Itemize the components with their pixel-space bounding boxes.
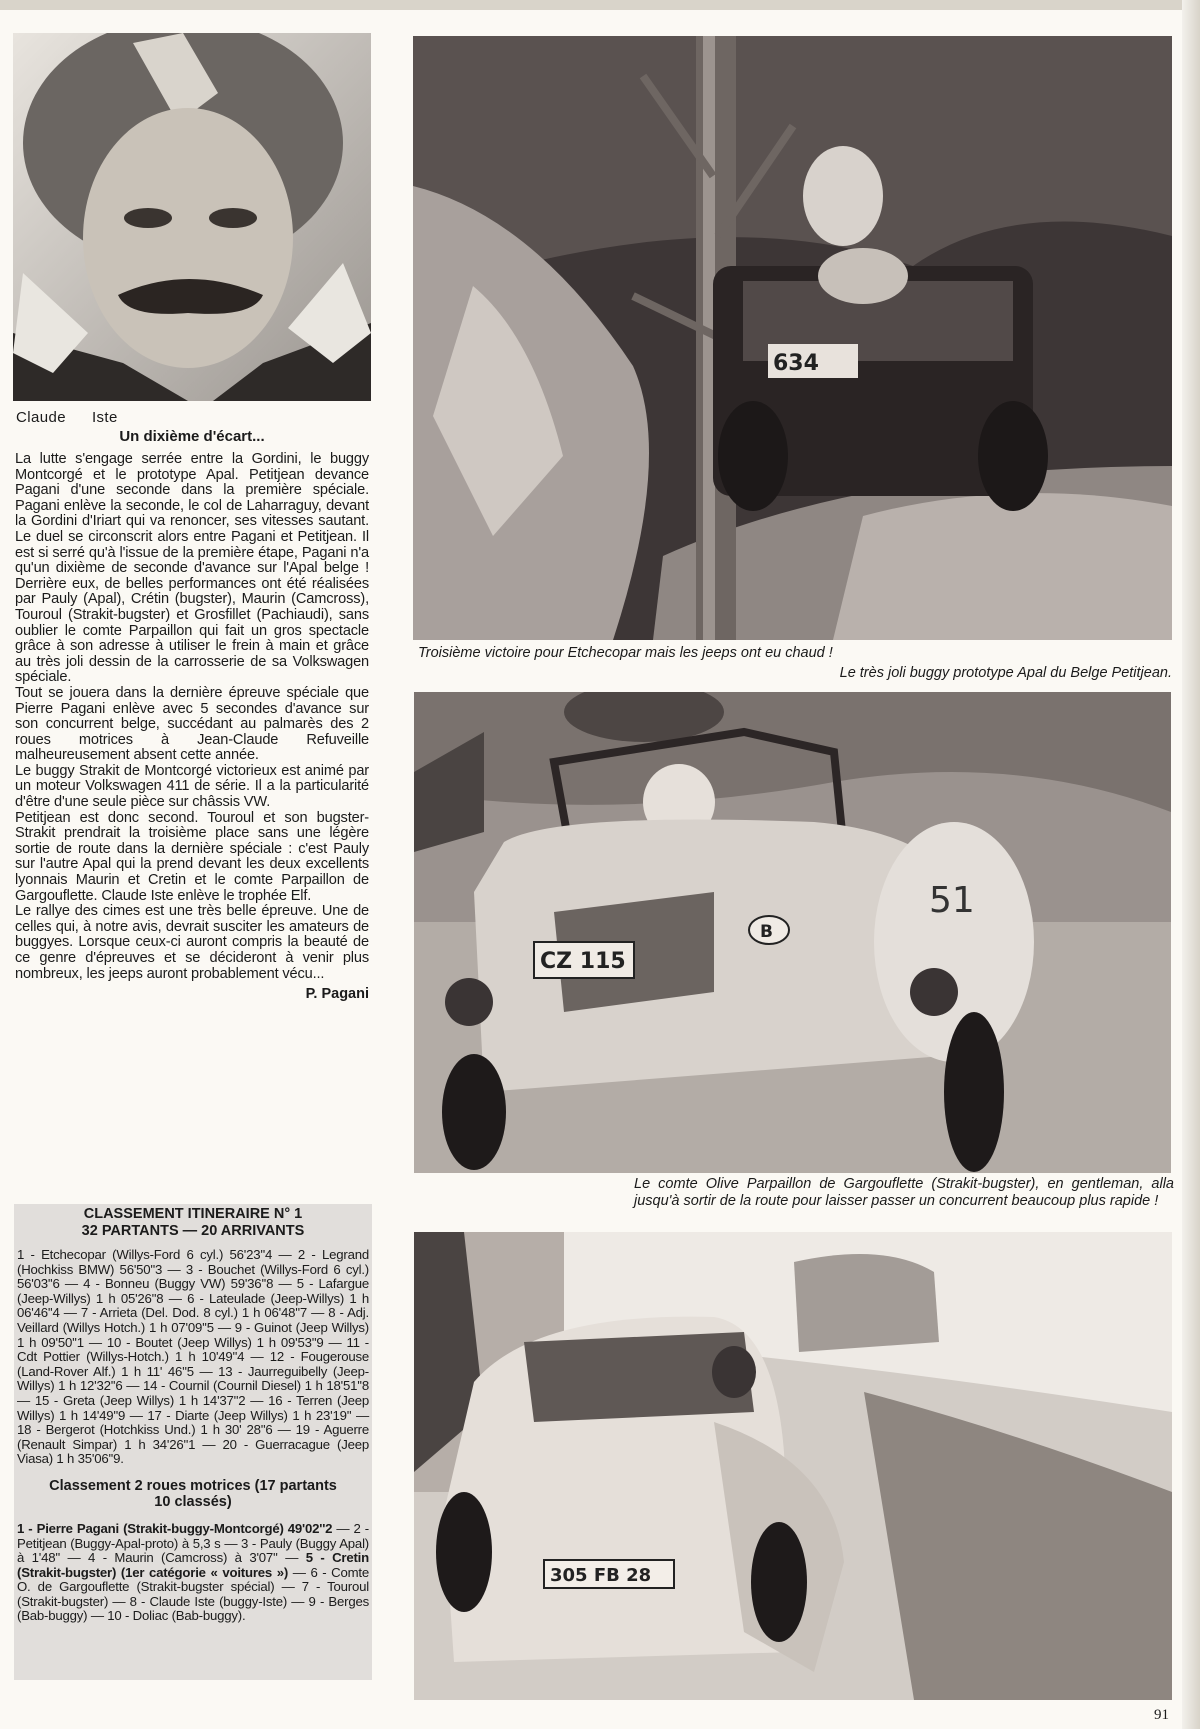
jeep-photo xyxy=(413,36,1172,640)
results-title-2-line1: Classement 2 roues motrices (17 partants xyxy=(49,1477,337,1494)
page-number: 91 xyxy=(1154,1707,1169,1723)
results-ranking-2 xyxy=(17,1522,369,1624)
race-photo xyxy=(414,1232,1172,1700)
jeep-plate-text: 634 xyxy=(773,351,819,376)
article-paragraph: Tout se jouera dans la dernière épreuve spéciale que Pierre Pagani enlève avec 5 secondes d'avance sur son concurrent belge, succédant au palmarès des 2 roues motrices à Jean-Claude Refuveille malheureusement absent cette année. xyxy=(15,684,369,764)
page-top-edge xyxy=(0,0,1200,10)
results-title-1-line1: CLASSEMENT ITINERAIRE N° 1 xyxy=(83,1206,303,1222)
portrait-caption-last: Iste xyxy=(91,409,118,426)
article-paragraph: Le rallye des cimes est une très belle épreuve. Une de celles qui, à notre avis, devrait susciter les amateurs de buggyes. Lorsque ceux-ci auront compris la beauté de ce genre d'épreuves et se décideront à venir plus nombreux, les jeeps auront probablement vécu... xyxy=(15,903,369,982)
portrait-caption xyxy=(16,409,216,426)
article xyxy=(15,428,369,1002)
ranking-2-category-winner: 5 - Cretin (Strakit-bugster) (1er catégorie « voitures ») xyxy=(17,1550,370,1580)
ranking-2-part: — 2 - Petitjean (Buggy-Apal-proto) à 5,3 s — 3 - Pauly (Buggy Apal) à 1'48'' — 4 - Maurin (Camcross) à 3'07'' — xyxy=(17,1520,369,1566)
buggy-badge-text: B xyxy=(760,922,773,942)
results-title-1 xyxy=(17,1206,369,1239)
buggy-number-text: 51 xyxy=(929,880,975,921)
ranking-2-winner: 1 - Pierre Pagani (Strakit-buggy-Montcorgé) 49'02''2 xyxy=(17,1520,333,1536)
article-paragraph: Petitjean est donc second. Touroul et son bugster-Strakit prendrait la troisième place sans une légère sortie de route dans la dernière spéciale : c'est Pauly sur l'autre Apal qui la prend devant les deux excellents lyonnais Maurin et Cretin et le comte Parpaillon de Gargouflette. Claude Iste enlève le trophée Elf. xyxy=(15,809,369,904)
article-paragraph: La lutte s'engage serrée entre la Gordini, le buggy Montcorgé et le prototype Apal. Petitjean devance Pagani d'une seconde dans la première spéciale. Pagani enlève la seconde, le col de Laharraguy, devant la Gordini d'Iriart qui va renoncer, ses vitesses sautant. Le duel se circonscrit alors entre Pagani et Petitjean. Il est si serré qu'à l'issue de la première étape, Pagani n'a qu'un dixième de seconde d'avance sur l'Apal belge ! Derrière eux, de belles performances ont été réalisées par Pauly (Apal), Crétin (bugster), Maurin (Camcross), Touroul (Strakit-bugster) et Grosfillet (Pachiaudi), sans oublier le comte Parpaillon qui fait un gros spectacle grâce à son adresse à utiliser le frein à main et grâce au très joli dessin de la carrosserie de sa Volkswagen spéciale. xyxy=(15,451,369,686)
results-box xyxy=(14,1204,372,1680)
jeep-photo-caption: Troisième victoire pour Etchecopar mais les jeeps ont eu chaud ! xyxy=(418,645,833,661)
apal-photo-caption: Le très joli buggy prototype Apal du Belge Petitjean. xyxy=(839,665,1172,681)
buggy-plate-text: CZ 115 xyxy=(540,949,626,974)
results-title-1-line2: 32 PARTANTS — 20 ARRIVANTS xyxy=(81,1222,305,1239)
results-ranking-1: 1 - Etchecopar (Willys-Ford 6 cyl.) 56'23''4 — 2 - Legrand (Hochkiss BMW) 56'50''3 — 3 - Bouchet (Willys-Ford 6 cyl.) 56'03''6 — 4 - Bonneu (Buggy VW) 59'36''8 — 5 - Lafargue (Jeep-Willys) 1 h 05'26''8 — 6 - Lateulade (Jeep-Willys) 1 h 06'46''4 — 7 - Arrieta (Del. Dod. 8 cyl.) 1 h 06'48''7 — 8 - Adj. Veillard (Willys Hotch.) 1 h 07'09''5 — 9 - Guinot (Jeep Willys) 1 h 09'50''1 — 10 - Boutet (Jeep Willys) 1 h 09'53''9 — 11 - Cdt Pottier (Willys-Hotch.) 1 h 10'49''4 — 12 - Fougerouse (Land-Rover Alf.) 1 h 11' 46''5 — 13 - Jaurreguibelly (Jeep-Willys) 1 h 12'32''6 — 14 - Cournil (Cournil Diesel) 1 h 18'51''8 — 15 - Greta (Jeep Willys) 1 h 14'37''2 — 16 - Terren (Jeep Willys) 1 h 14'49''9 — 17 - Diarte (Jeep Willys) 1 h 23'19'' — 18 - Bergerot (Hotchkiss Und.) 1 h 30' 28''6 — 19 - Aguerre (Renault Simpar) 1 h 34'26''1 — 20 - Guerracague (Jeep Viasa) 1 h 35'06''9. xyxy=(17,1247,369,1467)
article-paragraph: Le buggy Strakit de Montcorgé victorieux est animé par un moteur Volkswagen 411 de série. Il a la particularité d'être d'une seule pièce sur châssis VW. xyxy=(15,762,369,811)
article-signature: P. Pagani xyxy=(305,986,369,1003)
portrait-photo xyxy=(13,33,371,401)
results-title-2-line2: 10 classés) xyxy=(154,1494,232,1511)
article-heading: Un dixième d'écart... xyxy=(119,428,265,445)
portrait-caption-first: Claude xyxy=(16,409,66,426)
results-title-2 xyxy=(17,1478,369,1511)
comte-photo-caption: Le comte Olive Parpaillon de Gargouflette (Strakit-bugster), en gentleman, alla jusqu'à sortir de la route pour laisser passer un concurrent beaucoup plus rapide ! xyxy=(634,1176,1174,1209)
buggy-photo xyxy=(414,692,1171,1173)
race-plate-text: 305 FB 28 xyxy=(550,1565,652,1586)
page-right-edge xyxy=(1182,0,1200,1729)
ranking-2-part: — 6 - Comte O. de Gargouflette (Strakit-bugster spécial) — 7 - Touroul (Strakit-bugster) — 8 - Claude Iste (buggy-Iste) — 9 - Berges (Bab-buggy) — 10 - Doliac (Bab-buggy). xyxy=(17,1564,370,1624)
